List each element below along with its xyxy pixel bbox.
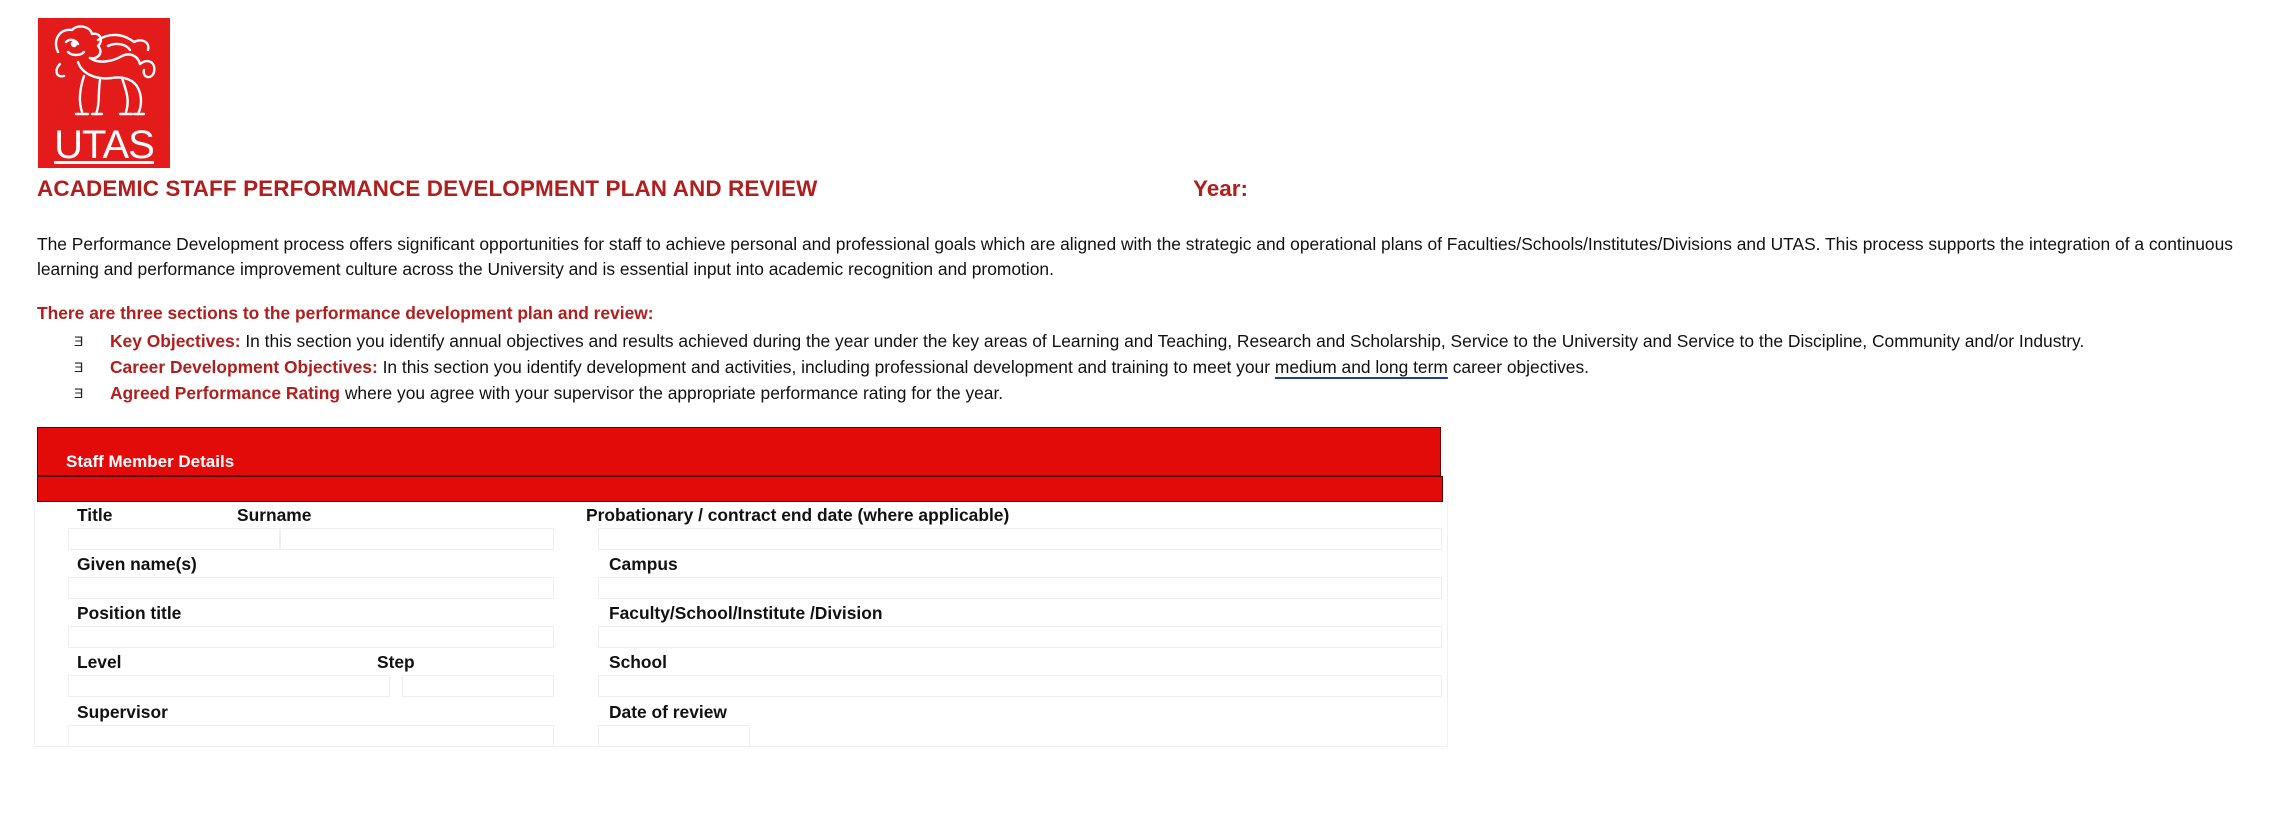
given-names-label: Given name(s) xyxy=(77,554,197,574)
bullet-term: Career Development Objectives: xyxy=(110,357,378,377)
bullet-term: Agreed Performance Rating xyxy=(110,383,341,403)
title-field[interactable] xyxy=(68,528,280,550)
bullet-text-end: career objectives. xyxy=(1447,357,1589,377)
faculty-field[interactable] xyxy=(598,626,1442,648)
title-label: Title xyxy=(77,505,113,525)
year-label: Year: xyxy=(1193,176,1249,201)
bullet-marker: Ǝ xyxy=(74,333,84,349)
list-item xyxy=(70,328,2084,354)
sections-list xyxy=(70,328,2084,406)
given-names-field[interactable] xyxy=(68,577,554,599)
bullet-term: Key Objectives: xyxy=(110,331,241,351)
position-title-field[interactable] xyxy=(68,626,554,648)
list-item xyxy=(70,354,2084,380)
staff-details-header xyxy=(37,427,1441,476)
date-of-review-field[interactable] xyxy=(598,725,750,747)
bullet-marker: Ǝ xyxy=(74,385,84,401)
campus-label: Campus xyxy=(609,554,678,574)
intro-paragraph: The Performance Development process offers significant opportunities for staff to achieve personal and professional goals which are aligned with the strategic and operational plans of Faculties/Schools/Institutes/Divisions and UTAS. This process supports the integration of a continuous learning and performance improvement culture across the University and is essential input into academic recognition and promotion. xyxy=(37,234,2233,279)
logo-wordmark: UTAS xyxy=(54,123,154,167)
surname-label: Surname xyxy=(237,505,312,525)
step-label: Step xyxy=(377,652,415,672)
position-title-label: Position title xyxy=(77,603,182,623)
school-label: School xyxy=(609,652,667,672)
faculty-label: Faculty/School/Institute /Division xyxy=(609,603,883,623)
bullet-text: In this section you identify development and activities, including professional development and training to meet your xyxy=(377,357,1275,377)
bullet-marker: Ǝ xyxy=(74,359,84,375)
campus-field[interactable] xyxy=(598,577,1442,599)
sections-heading: There are three sections to the performance development plan and review: xyxy=(37,303,654,323)
utas-logo xyxy=(38,18,170,168)
staff-details-subheader xyxy=(37,476,1443,502)
staff-details-title: Staff Member Details xyxy=(66,452,235,471)
level-field[interactable] xyxy=(68,675,390,697)
probationary-label: Probationary / contract end date (where applicable) xyxy=(586,505,1010,525)
level-label: Level xyxy=(77,652,122,672)
bullet-text: where you agree with your supervisor the appropriate performance rating for the year. xyxy=(340,383,1004,403)
step-field[interactable] xyxy=(402,675,554,697)
page-title: ACADEMIC STAFF PERFORMANCE DEVELOPMENT PLAN AND REVIEW xyxy=(37,176,818,201)
date-of-review-label: Date of review xyxy=(609,702,727,722)
underlined-phrase: medium and long term xyxy=(1274,357,1448,377)
lion-crest-icon xyxy=(38,18,170,126)
surname-field[interactable] xyxy=(280,528,554,550)
supervisor-label: Supervisor xyxy=(77,702,168,722)
bullet-text: In this section you identify annual objectives and results achieved during the year under the key areas of Learning and Teaching, Research and Scholarship, Service to the University and Service to the Discipline, Community and/or Industry. xyxy=(240,331,2085,351)
list-item xyxy=(70,380,2084,406)
supervisor-field[interactable] xyxy=(68,725,554,747)
probationary-field[interactable] xyxy=(598,528,1442,550)
school-field[interactable] xyxy=(598,675,1442,697)
